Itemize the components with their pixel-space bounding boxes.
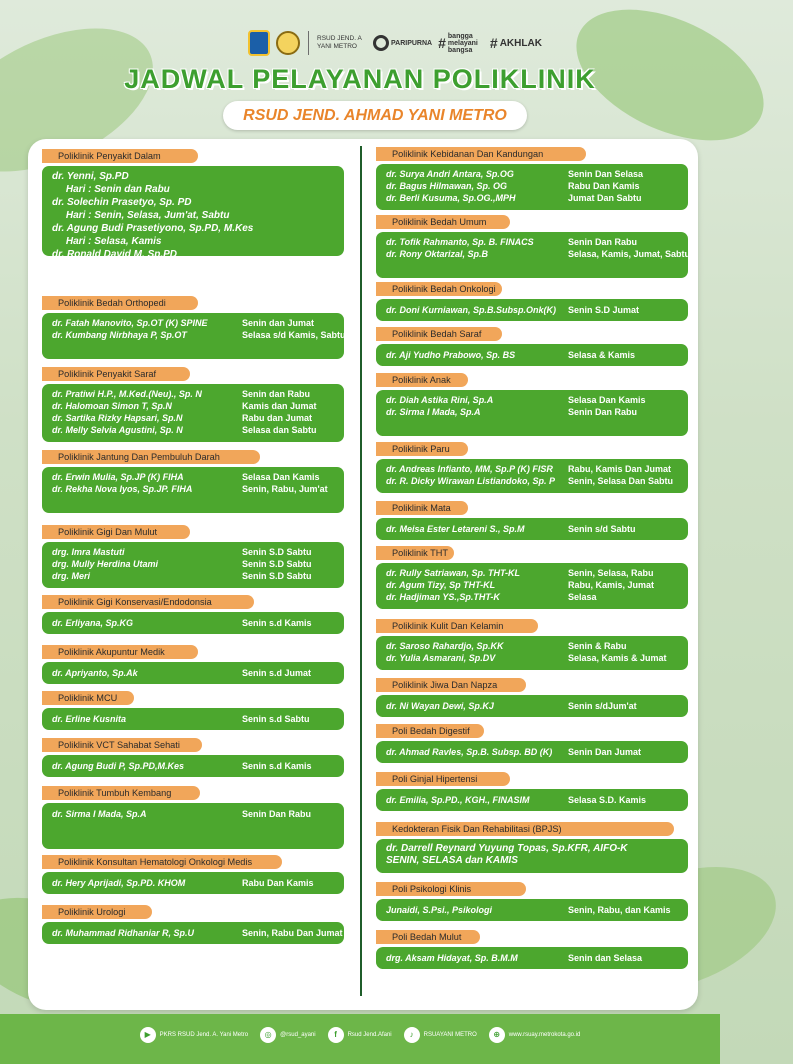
practice-days: Senin Dan Rabu (568, 407, 638, 417)
doctor-row (52, 483, 334, 495)
doctor-name: dr. Meisa Ester Letareni S., Sp.M (386, 524, 525, 534)
schedule-box (376, 789, 688, 811)
schedule-line: dr. Yenni, Sp.PD (52, 171, 129, 182)
schedule-line: dr. Agung Budi Prasetiyono, Sp.PD, M.Kes (52, 223, 254, 234)
doctor-row (52, 317, 334, 329)
doctor-name: drg. Imra Mastuti (52, 547, 125, 557)
doctor-name: dr. Muhammad Ridhaniar R, Sp.U (52, 928, 195, 938)
clinic-title: Poliklinik Urologi (42, 905, 152, 919)
practice-days: Selasa, Kamis & Jumat (568, 653, 667, 663)
practice-days: Senin s.d Sabtu (242, 714, 310, 724)
schedule-box (376, 899, 688, 921)
doctor-name: dr. Halomoan Simon T, Sp.N (52, 401, 172, 411)
schedule-line: Hari : Senin dan Rabu (52, 184, 170, 195)
doctor-row (386, 180, 678, 192)
doctor-name: dr. Erliyana, Sp.KG (52, 618, 134, 628)
doctor-row (386, 746, 678, 758)
doctor-row (386, 952, 678, 964)
doctor-row (386, 567, 678, 579)
footer-social-label: @rsud_ayani (280, 1032, 316, 1038)
doctor-name: dr. Surya Andri Antara, Sp.OG (386, 169, 514, 179)
doctor-row (386, 591, 678, 603)
practice-days: Selasa Dan Kamis (242, 472, 320, 482)
doctor-row (52, 388, 334, 400)
doctor-name: dr. Sirma I Mada, Sp.A (386, 407, 481, 417)
clinic-title: Kedokteran Fisik Dan Rehabilitasi (BPJS) (376, 822, 674, 836)
doctor-name: dr. Rully Satriawan, Sp. THT-KL (386, 568, 521, 578)
doctor-row (52, 546, 334, 558)
doctor-row (52, 424, 334, 436)
youtube-icon: ▶ (140, 1027, 156, 1043)
clinic-title: Poliklinik Akupuntur Medik (42, 645, 198, 659)
hospital-logo-text: RSUD JEND. A YANI METRO (317, 35, 362, 50)
doctor-name: dr. Andreas Infianto, MM, Sp.P (K) FISR (386, 464, 553, 474)
clinic-title: Poliklinik Paru (376, 442, 468, 456)
clinic-title: Poliklinik Anak (376, 373, 468, 387)
practice-days: Selasa S.D. Kamis (568, 795, 647, 805)
paripurna-label: PARIPURNA (391, 39, 433, 47)
footer-social-item[interactable] (260, 1027, 315, 1043)
practice-days: Senin s.d Kamis (242, 618, 312, 628)
doctor-row (386, 475, 678, 487)
schedule-box (376, 947, 688, 969)
logo-divider (308, 31, 309, 55)
paripurna-logo (373, 35, 432, 51)
schedule-box (42, 708, 344, 730)
tiktok-icon: ♪ (404, 1027, 420, 1043)
doctor-name: dr. Ni Wayan Dewi, Sp.KJ (386, 701, 494, 711)
schedule-box (376, 299, 688, 321)
footer-social-item[interactable] (140, 1027, 248, 1043)
doctor-name: dr. Agum Tizy, Sp THT-KL (386, 580, 496, 590)
doctor-row (52, 617, 334, 629)
practice-days: Senin & Rabu (568, 641, 627, 651)
practice-days: Senin s.d Jumat (242, 668, 312, 678)
practice-days: Senin s/d Sabtu (568, 524, 636, 534)
doctor-row (386, 168, 678, 180)
practice-days: Kamis dan Jumat (242, 401, 317, 411)
practice-days: Senin, Rabu, dan Kamis (568, 905, 671, 915)
practice-days: Senin dan Selasa (568, 953, 643, 963)
doctor-row (386, 463, 678, 475)
doctor-name: dr. Kumbang Nirbhaya P, Sp.OT (52, 330, 187, 340)
schedule-box (376, 390, 688, 436)
doctor-row (52, 808, 334, 820)
doctor-row (386, 394, 678, 406)
doctor-row (52, 471, 334, 483)
schedule-box (376, 741, 688, 763)
practice-days: Senin S.D Jumat (568, 305, 640, 315)
doctor-row (386, 349, 678, 361)
schedule-box (42, 542, 344, 588)
practice-days: Selasa dan Sabtu (242, 425, 317, 435)
practice-days: Senin dan Jumat (242, 318, 315, 328)
doctor-name: dr. Erline Kusnita (52, 714, 127, 724)
schedule-box (42, 384, 344, 442)
clinic-title: Poliklinik Jiwa Dan Napza (376, 678, 526, 692)
doctor-name: dr. Aji Yudho Prabowo, Sp. BS (386, 350, 516, 360)
schedule-box (42, 467, 344, 513)
schedule-line: Hari : Senin, Selasa, Jum'at, Sabtu (52, 210, 230, 221)
doctor-name: dr. Ahmad Ravles, Sp.B. Subsp. BD (K) (386, 747, 553, 757)
doctor-row (386, 248, 691, 260)
facebook-icon: f (328, 1027, 344, 1043)
footer-social-label: RSUAYANI METRO (423, 1032, 477, 1038)
doctor-name: dr. Hadjiman YS.,Sp.THT-K (386, 592, 500, 602)
practice-days: Senin S.D Sabtu (242, 559, 312, 569)
practice-days: Rabu, Kamis Dan Jumat (568, 464, 672, 474)
doctor-row (386, 236, 678, 248)
clinic-title: Poliklinik Bedah Orthopedi (42, 296, 198, 310)
practice-days: Senin Dan Rabu (242, 809, 312, 819)
clinic-title: Poliklinik VCT Sahabat Sehati (42, 738, 202, 752)
footer-social-label: Rsud Jend.Afani (347, 1032, 392, 1038)
clinic-title: Poli Bedah Mulut (376, 930, 480, 944)
practice-days: Selasa Dan Kamis (568, 395, 646, 405)
clinic-title: Poliklinik MCU (42, 691, 134, 705)
schedule-box (376, 695, 688, 717)
schedule-box (42, 313, 344, 359)
footer-social-label: www.rsuay.metrokota.go.id (508, 1032, 581, 1038)
doctor-name: Junaidi, S.Psi., Psikologi (386, 905, 493, 915)
practice-days: Senin S.D Sabtu (242, 571, 312, 581)
clinic-title: Poliklinik Gigi Dan Mulut (42, 525, 190, 539)
doctor-row (386, 794, 678, 806)
schedule-line: dr. Ronald David M, Sp.PD (52, 249, 178, 260)
instagram-icon: ◎ (260, 1027, 276, 1043)
doctor-row (52, 713, 334, 725)
schedule-box (376, 563, 688, 609)
clinic-title: Poliklinik Gigi Konservasi/Endodonsia (42, 595, 254, 609)
clinic-title: Poliklinik Bedah Umum (376, 215, 510, 229)
bangga-label: bangga melayani bangsa (447, 32, 478, 54)
hashtag-icon: # (438, 35, 446, 51)
doctor-row (52, 412, 334, 424)
practice-days: Senin s.d Kamis (242, 761, 312, 771)
practice-days: Rabu Dan Kamis (242, 878, 314, 888)
page-title: JADWAL PELAYANAN POLIKLINIK (124, 64, 596, 94)
doctor-name: dr. Yulia Asmarani, Sp.DV (386, 653, 496, 663)
practice-days: Senin S.D Sabtu (242, 547, 312, 557)
clinic-title: Poliklinik Tumbuh Kembang (42, 786, 200, 800)
doctor-name: dr. Melly Selvia Agustini, Sp. N (52, 425, 183, 435)
column-divider (360, 146, 362, 996)
practice-days: Selasa & Kamis (568, 350, 636, 360)
schedule-line: SENIN, SELASA dan KAMIS (386, 855, 518, 866)
practice-days: Rabu, Kamis, Jumat (568, 580, 655, 590)
practice-days: Senin, Selasa, Rabu (568, 568, 654, 578)
doctor-name: drg. Aksam Hidayat, Sp. B.M.M (386, 953, 518, 963)
doctor-name: dr. Saroso Rahardjo, Sp.KK (386, 641, 504, 651)
schedule-box (376, 518, 688, 540)
doctor-name: dr. Erwin Mulia, Sp.JP (K) FIHA (52, 472, 184, 482)
schedule-box (376, 344, 688, 366)
schedule-line: Hari : Rabu, Jum'at (52, 262, 152, 273)
doctor-name: dr. Pratiwi H.P., M.Ked.(Neu)., Sp. N (52, 389, 202, 399)
schedule-box (42, 755, 344, 777)
doctor-name: drg. Mully Herdina Utami (52, 559, 159, 569)
doctor-row (386, 640, 678, 652)
doctor-row (52, 667, 334, 679)
doctor-name: dr. Tofik Rahmanto, Sp. B. FINACS (386, 237, 534, 247)
practice-days: Selasa (568, 592, 597, 602)
doctor-row (386, 192, 678, 204)
province-emblem-icon (248, 30, 270, 56)
doctor-name: dr. Diah Astika Rini, Sp.A (386, 395, 494, 405)
schedule-line: dr. Solechin Prasetyo, Sp. PD (52, 197, 192, 208)
doctor-row (52, 927, 343, 939)
schedule-box (376, 459, 688, 493)
schedule-box (376, 164, 688, 210)
schedule-box (42, 922, 344, 944)
doctor-row (52, 760, 334, 772)
doctor-row (386, 523, 678, 535)
doctor-name: dr. Rekha Nova Iyos, Sp.JP. FIHA (52, 484, 193, 494)
clinic-title: Poliklinik Kulit Dan Kelamin (376, 619, 538, 633)
schedule-line: dr. Darrell Reynard Yuyung Topas, Sp.KFR, AIFO-K (386, 843, 628, 854)
schedule-box (376, 636, 688, 670)
bangga-logo (438, 33, 484, 54)
practice-days: Senin s/dJum'at (568, 701, 637, 711)
practice-days: Senin dan Rabu (242, 389, 311, 399)
doctor-row (386, 652, 678, 664)
doctor-row (52, 329, 346, 341)
globe-icon: ⊕ (489, 1027, 505, 1043)
doctor-name: dr. Sirma I Mada, Sp.A (52, 809, 147, 819)
practice-days: Selasa s/d Kamis, Sabtu (242, 330, 346, 340)
schedule-line: Hari : Selasa, Kamis (52, 236, 162, 247)
doctor-name: dr. Emilia, Sp.PD., KGH., FINASIM (386, 795, 530, 805)
doctor-row (386, 579, 678, 591)
header-logos (248, 28, 542, 58)
doctor-name: dr. Doni Kurniawan, Sp.B.Subsp.Onk(K) (386, 305, 557, 315)
schedule-box (42, 803, 344, 849)
doctor-name: dr. Sartika Rizky Hapsari, Sp.N (52, 413, 183, 423)
doctor-row (386, 700, 678, 712)
doctor-name: dr. Berli Kusuma, Sp.OG.,MPH (386, 193, 516, 203)
clinic-title: Poli Ginjal Hipertensi (376, 772, 510, 786)
practice-days: Senin Dan Jumat (568, 747, 642, 757)
doctor-name: dr. Fatah Manovito, Sp.OT (K) SPINE (52, 318, 208, 328)
doctor-row (386, 904, 678, 916)
page-subtitle: RSUD JEND. AHMAD YANI METRO (223, 101, 527, 130)
clinic-title: Poliklinik THT (376, 546, 454, 560)
footer (0, 1022, 720, 1048)
clinic-title: Poliklinik Konsultan Hematologi Onkologi Medis (42, 855, 282, 869)
clinic-title: Poliklinik Kebidanan Dan Kandungan (376, 147, 586, 161)
akhlak-label: AKHLAK (499, 37, 542, 49)
clinic-title: Poliklinik Penyakit Saraf (42, 367, 190, 381)
practice-days: Senin, Rabu Dan Jumat (242, 928, 343, 938)
clinic-title: Poliklinik Jantung Dan Pembuluh Darah (42, 450, 260, 464)
practice-days: Senin Dan Selasa (568, 169, 644, 179)
schedule-box (42, 662, 344, 684)
doctor-row (386, 304, 678, 316)
doctor-row (52, 877, 334, 889)
practice-days: Rabu Dan Kamis (568, 181, 640, 191)
doctor-row (52, 558, 334, 570)
doctor-name: dr. Bagus Hilmawan, Sp. OG (386, 181, 508, 191)
city-emblem-icon (276, 31, 300, 55)
footer-social-item[interactable] (489, 1027, 581, 1043)
practice-days: Senin, Selasa Dan Sabtu (568, 476, 674, 486)
practice-days: Selasa, Kamis, Jumat, Sabtu (568, 249, 691, 259)
schedule-box (376, 232, 691, 278)
akhlak-logo (490, 35, 542, 51)
clinic-title: Poliklinik Bedah Onkologi (376, 282, 502, 296)
footer-social-item[interactable] (328, 1027, 392, 1043)
clinic-title: Poliklinik Mata (376, 501, 468, 515)
practice-days: Jumat Dan Sabtu (568, 193, 642, 203)
footer-social-label: PKRS RSUD Jend. A. Yani Metro (159, 1032, 249, 1038)
doctor-name: dr. Rony Oktarizal, Sp.B (386, 249, 489, 259)
doctor-row (52, 570, 334, 582)
clinic-title: Poliklinik Penyakit Dalam (42, 149, 198, 163)
doctor-name: dr. Agung Budi P, Sp.PD,M.Kes (52, 761, 185, 771)
clinic-title: Poli Psikologi Klinis (376, 882, 526, 896)
doctor-name: drg. Meri (52, 571, 91, 581)
schedule-box (42, 872, 344, 894)
schedule-box (42, 612, 344, 634)
doctor-name: dr. Hery Aprijadi, Sp.PD. KHOM (52, 878, 186, 888)
practice-days: Senin Dan Rabu (568, 237, 638, 247)
practice-days: Rabu dan Jumat (242, 413, 313, 423)
paripurna-icon (373, 35, 389, 51)
hashtag-icon: # (489, 35, 498, 51)
schedule-box (376, 839, 688, 873)
clinic-title: Poli Bedah Digestif (376, 724, 484, 738)
footer-social-item[interactable] (404, 1027, 477, 1043)
doctor-row (52, 400, 334, 412)
doctor-name: dr. R. Dicky Wirawan Listiandoko, Sp. P (386, 476, 555, 486)
doctor-row (386, 406, 678, 418)
schedule-box (42, 166, 344, 273)
practice-days: Senin, Rabu, Jum'at (242, 484, 328, 494)
doctor-name: dr. Apriyanto, Sp.Ak (52, 668, 138, 678)
clinic-title: Poliklinik Bedah Saraf (376, 327, 502, 341)
